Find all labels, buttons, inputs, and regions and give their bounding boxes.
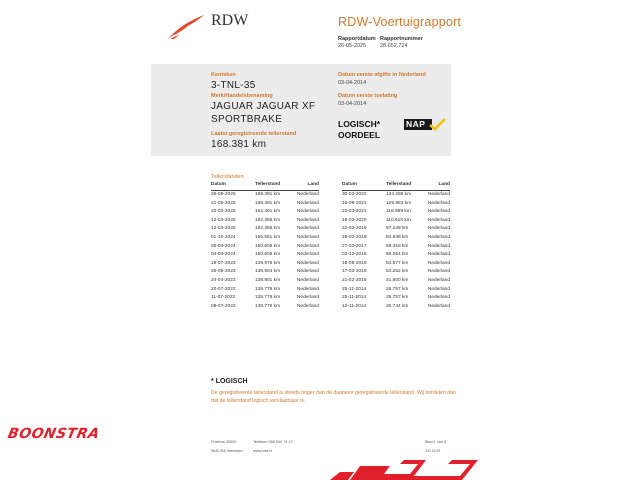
footer-city: 9640 RA Veendam: [211, 449, 243, 453]
row-reading: 26.757 km: [386, 295, 409, 301]
footer-site: www.rdw.nl: [253, 449, 272, 453]
row-date: 19-07-2023: [211, 260, 236, 266]
odometer-section-label: Tellerstanden: [211, 174, 244, 180]
row-country: Nederland: [296, 269, 319, 275]
table-row: [342, 235, 450, 244]
row-date: 02-12-2016: [342, 252, 367, 258]
row-reading: 26.757 km: [386, 286, 409, 292]
report-title: RDW-Voertuigrapport: [338, 15, 462, 29]
footer-phone: Telefoon 088 900 74 47: [253, 440, 293, 444]
table-row: [342, 269, 450, 278]
row-reading: 139.978 km: [255, 260, 281, 266]
header-reading: Tellerstand: [255, 182, 281, 187]
row-country: Nederland: [296, 192, 319, 197]
row-country: Nederland: [427, 269, 450, 275]
row-country: Nederland: [427, 234, 450, 240]
row-reading: 150.605 km: [255, 252, 281, 258]
row-date: 01-10-2024: [211, 234, 236, 240]
table-row: [211, 201, 319, 210]
report-date: 26-05-2025: [338, 43, 367, 49]
row-reading: 138.904 km: [255, 269, 281, 275]
plate-value: 3-TNL-35: [211, 80, 256, 91]
row-date: 22-03-2021: [342, 209, 367, 215]
odometer-table-right: [342, 181, 450, 312]
row-reading: 31.800 km: [386, 277, 409, 283]
row-country: Nederland: [296, 277, 319, 283]
first-admission-nl-value: 03-04-2014: [338, 80, 367, 86]
row-date: 04-04-2024: [211, 252, 236, 258]
table-row: [211, 226, 319, 235]
nap-logo: [404, 118, 446, 131]
table-row: [211, 269, 319, 278]
row-reading: 162.401 km: [255, 209, 281, 215]
row-country: Nederland: [296, 200, 319, 206]
row-reading: 60.254 km: [386, 252, 409, 258]
row-date: 18-05-2016: [342, 260, 367, 266]
row-reading: 156.661 km: [255, 234, 281, 240]
row-country: Nederland: [296, 217, 319, 223]
row-date: 12-11-2014: [342, 303, 367, 309]
row-date: 20-07-2022: [211, 286, 236, 292]
logisch-explanation: [211, 389, 461, 405]
row-date: 22-03-2019: [342, 226, 367, 232]
header-date: Datum: [211, 182, 226, 187]
row-reading: 138.776 km: [255, 286, 281, 292]
table-row: [211, 235, 319, 244]
row-country: Nederland: [427, 303, 450, 309]
row-reading: 150.605 km: [255, 243, 281, 249]
row-country: Nederland: [427, 295, 450, 301]
row-date: 12-03-2025: [211, 217, 236, 223]
table-row: [211, 287, 319, 296]
row-reading: 162.355 km: [255, 217, 281, 223]
row-country: Nederland: [427, 286, 450, 292]
row-country: Nederland: [296, 286, 319, 292]
table-row: [342, 295, 450, 304]
row-country: Nederland: [427, 277, 450, 283]
row-reading: 97.149 km: [386, 226, 409, 232]
table-row: [342, 226, 450, 235]
row-reading: 118.989 km: [386, 209, 411, 215]
table-row: [211, 304, 319, 313]
make-model-label: Merk/Handelsbenaming: [211, 93, 273, 99]
row-country: Nederland: [296, 234, 319, 240]
row-reading: 138.776 km: [255, 295, 281, 301]
row-date: 27-03-2017: [342, 243, 367, 249]
header-country: Land: [307, 182, 319, 187]
row-date: 25-11-2014: [342, 295, 367, 301]
footer-code: 3.E 1070: [425, 449, 441, 453]
row-date: 09-07-2022: [211, 303, 236, 309]
row-reading: 69.318 km: [386, 243, 409, 249]
table-row: [211, 209, 319, 218]
table-row: [342, 278, 450, 287]
first-admission-value: 03-04-2014: [338, 101, 367, 107]
row-reading: 134.286 km: [386, 192, 412, 197]
last-odo-value: 168.381 km: [211, 139, 267, 150]
table-row: [211, 244, 319, 253]
row-country: Nederland: [427, 260, 450, 266]
red-stripe-graphic: [330, 458, 490, 480]
make-model-line1: JAGUAR JAGUAR XF: [211, 101, 316, 112]
row-reading: 138.901 km: [255, 277, 281, 283]
row-date: 26-05-2025: [211, 192, 236, 197]
row-reading: 162.355 km: [255, 226, 281, 232]
report-number: 28.652.724: [380, 43, 408, 49]
row-date: 30-03-2022: [342, 192, 367, 197]
footer-page: Blad 1 van 4: [425, 440, 447, 444]
row-country: Nederland: [296, 226, 319, 232]
plate-label: Kenteken: [211, 72, 236, 78]
table-row: [342, 252, 450, 261]
table-header: [342, 181, 450, 191]
row-reading: 168.381 km: [255, 200, 281, 206]
row-country: Nederland: [296, 243, 319, 249]
table-row: [342, 209, 450, 218]
row-country: Nederland: [427, 217, 450, 223]
odometer-table-left: [211, 181, 319, 312]
row-country: Nederland: [427, 209, 450, 215]
verdict-line2: OORDEEL: [338, 130, 381, 140]
row-reading: 26.744 km: [386, 303, 409, 309]
table-header: [211, 181, 319, 191]
logisch-line2: dat de tellerstand logisch verklaarbaar is.: [211, 398, 306, 404]
row-country: Nederland: [427, 226, 450, 232]
row-reading: 54.577 km: [386, 260, 409, 266]
row-reading: 53.252 km: [386, 269, 409, 275]
nap-logo-text: NAP: [406, 119, 426, 129]
report-date-label: Rapportdatum: [338, 36, 376, 42]
row-country: Nederland: [427, 243, 450, 249]
row-country: Nederland: [296, 209, 319, 215]
report-number-label: Rapportnummer: [380, 36, 423, 42]
row-reading: 168.381 km: [255, 192, 281, 197]
table-row: [211, 295, 319, 304]
row-date: 25-11-2014: [342, 286, 367, 292]
row-date: 28-03-2018: [342, 234, 367, 240]
row-reading: 83.638 km: [386, 234, 409, 240]
row-country: Nederland: [427, 200, 450, 206]
header-country: Land: [438, 182, 450, 187]
table-row: [342, 287, 450, 296]
logisch-line1: De geregistreerde tellerstand is steeds hoger dan de daarvoor geregistreerde tellerstand. Wij oordelen dan: [211, 390, 456, 396]
first-admission-label: Datum eerste toelating: [338, 93, 398, 99]
table-row: [342, 244, 450, 253]
row-date: 16-09-2021: [342, 200, 367, 206]
row-date: 17-03-2016: [342, 269, 367, 275]
header-reading: Tellerstand: [386, 182, 412, 187]
row-date: 18-03-2020: [342, 217, 367, 223]
row-date: 24-04-2023: [211, 277, 236, 283]
table-row: [342, 192, 450, 201]
row-date: 26-05-2023: [211, 269, 236, 275]
row-country: Nederland: [296, 260, 319, 266]
row-country: Nederland: [296, 303, 319, 309]
row-country: Nederland: [427, 192, 450, 197]
row-reading: 138.776 km: [255, 303, 281, 309]
row-country: Nederland: [427, 252, 450, 258]
rdw-logo-icon: [166, 12, 206, 42]
boonstra-logo: [6, 425, 102, 443]
table-row: [211, 252, 319, 261]
table-row: [211, 192, 319, 201]
boonstra-logo-text: BOONSTRA: [6, 426, 102, 442]
row-date: 12-03-2025: [211, 226, 236, 232]
row-reading: 129.853 km: [386, 200, 412, 206]
logisch-title: * LOGISCH: [211, 378, 248, 385]
row-reading: 110.618 km: [386, 217, 411, 223]
table-row: [342, 201, 450, 210]
footer-postbus: Postbus 30000: [211, 440, 237, 444]
row-country: Nederland: [296, 295, 319, 301]
first-admission-nl-label: Datum eerste afgifte in Nederland: [338, 72, 426, 78]
row-date: 20-03-2025: [211, 209, 236, 215]
rdw-logo-text: RDW: [211, 12, 249, 29]
last-odo-label: Laatst geregistreerde tellerstand: [211, 131, 297, 137]
verdict-line1: LOGISCH*: [338, 119, 381, 129]
row-date: 21-02-2015: [342, 277, 367, 283]
row-date: 11-07-2022: [211, 295, 236, 301]
row-date: 21-05-2025: [211, 200, 236, 206]
make-model-line2: SPORTBRAKE: [211, 114, 283, 125]
row-country: Nederland: [296, 252, 319, 258]
table-row: [342, 304, 450, 313]
row-date: 05-04-2024: [211, 243, 236, 249]
header-date: Datum: [342, 182, 357, 187]
table-row: [211, 278, 319, 287]
